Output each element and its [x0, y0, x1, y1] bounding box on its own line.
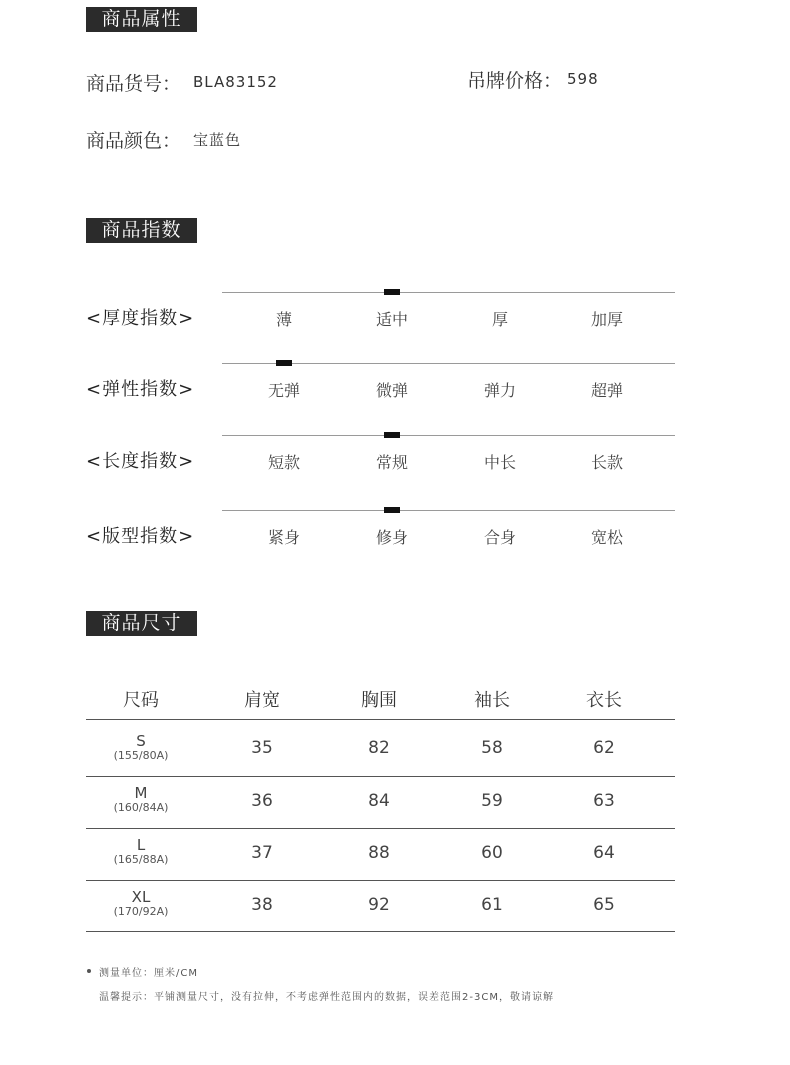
index-marker — [384, 289, 400, 295]
table-cell: 92 — [368, 895, 390, 915]
index-marker — [384, 507, 400, 513]
index-marker — [276, 360, 292, 366]
size-spec: (165/88A) — [113, 853, 169, 866]
header-length: 衣长 — [586, 690, 622, 711]
index-option: 厚 — [491, 310, 508, 329]
header-chest: 胸围 — [361, 690, 397, 711]
table-cell: 58 — [481, 738, 503, 758]
size-name: M — [134, 784, 148, 802]
table-cell: 84 — [368, 791, 390, 811]
index-option: 弹力 — [483, 381, 516, 400]
index-name: <版型指数> — [86, 526, 195, 547]
index-option: 长款 — [590, 453, 623, 472]
bullet-icon — [87, 969, 91, 973]
header-sleeve: 袖长 — [474, 690, 510, 711]
table-cell: 38 — [251, 895, 273, 915]
table-row — [86, 720, 675, 777]
table-cell: 62 — [593, 738, 615, 758]
index-option: 常规 — [375, 453, 408, 472]
index-name: <长度指数> — [86, 451, 195, 472]
table-cell: 82 — [368, 738, 390, 758]
index-scale-line — [222, 292, 675, 293]
section-header-size: 商品尺寸 — [86, 611, 197, 636]
size-table-body — [86, 720, 675, 932]
size-table-header — [86, 680, 675, 720]
section-header-attributes: 商品属性 — [86, 7, 197, 32]
size-spec: (160/84A) — [113, 801, 169, 814]
tag-price-value: 598 — [567, 70, 599, 88]
size-name: L — [136, 836, 146, 854]
index-option: 薄 — [275, 310, 292, 329]
size-name: XL — [131, 888, 151, 906]
index-name: <厚度指数> — [86, 308, 195, 329]
table-row — [86, 829, 675, 881]
size-cell — [86, 837, 196, 867]
tag-price-label: 吊牌价格： — [467, 70, 563, 92]
table-cell: 61 — [481, 895, 503, 915]
index-scale-line — [222, 435, 675, 436]
size-cell — [86, 889, 196, 919]
index-option: 合身 — [483, 528, 516, 547]
table-cell: 35 — [251, 738, 273, 758]
table-cell: 88 — [368, 843, 390, 863]
item-number-value: BLA83152 — [193, 73, 278, 91]
index-option: 紧身 — [267, 528, 300, 547]
table-cell: 36 — [251, 791, 273, 811]
table-cell: 37 — [251, 843, 273, 863]
index-option: 中长 — [483, 453, 516, 472]
index-option: 加厚 — [590, 310, 623, 329]
color-label: 商品颜色： — [86, 130, 182, 152]
unit-note: 测量单位：厘米/CM — [99, 968, 198, 979]
size-table — [86, 680, 675, 932]
index-name: <弹性指数> — [86, 379, 195, 400]
index-option: 宽松 — [590, 528, 623, 547]
color-value: 宝蓝色 — [193, 131, 242, 149]
index-option: 微弹 — [375, 381, 408, 400]
size-cell — [86, 785, 196, 815]
index-option: 无弹 — [267, 381, 300, 400]
size-spec: (170/92A) — [113, 905, 169, 918]
item-number-label: 商品货号： — [86, 73, 182, 95]
size-name: S — [136, 732, 146, 750]
size-spec: (155/80A) — [113, 749, 169, 762]
table-cell: 65 — [593, 895, 615, 915]
table-row — [86, 881, 675, 932]
index-option: 修身 — [375, 528, 408, 547]
table-cell: 64 — [593, 843, 615, 863]
table-row — [86, 777, 675, 829]
header-size: 尺码 — [123, 690, 159, 711]
index-option: 超弹 — [590, 381, 623, 400]
index-option: 适中 — [375, 310, 408, 329]
table-cell: 59 — [481, 791, 503, 811]
index-scale-line — [222, 510, 675, 511]
section-header-index: 商品指数 — [86, 218, 197, 243]
table-cell: 60 — [481, 843, 503, 863]
header-shoulder: 肩宽 — [244, 690, 280, 711]
index-option: 短款 — [267, 453, 300, 472]
tip-note: 温馨提示：平铺测量尺寸，没有拉伸，不考虑弹性范围内的数据，误差范围2-3CM，敬请谅解 — [99, 992, 554, 1003]
table-cell: 63 — [593, 791, 615, 811]
size-cell — [86, 733, 196, 763]
index-marker — [384, 432, 400, 438]
